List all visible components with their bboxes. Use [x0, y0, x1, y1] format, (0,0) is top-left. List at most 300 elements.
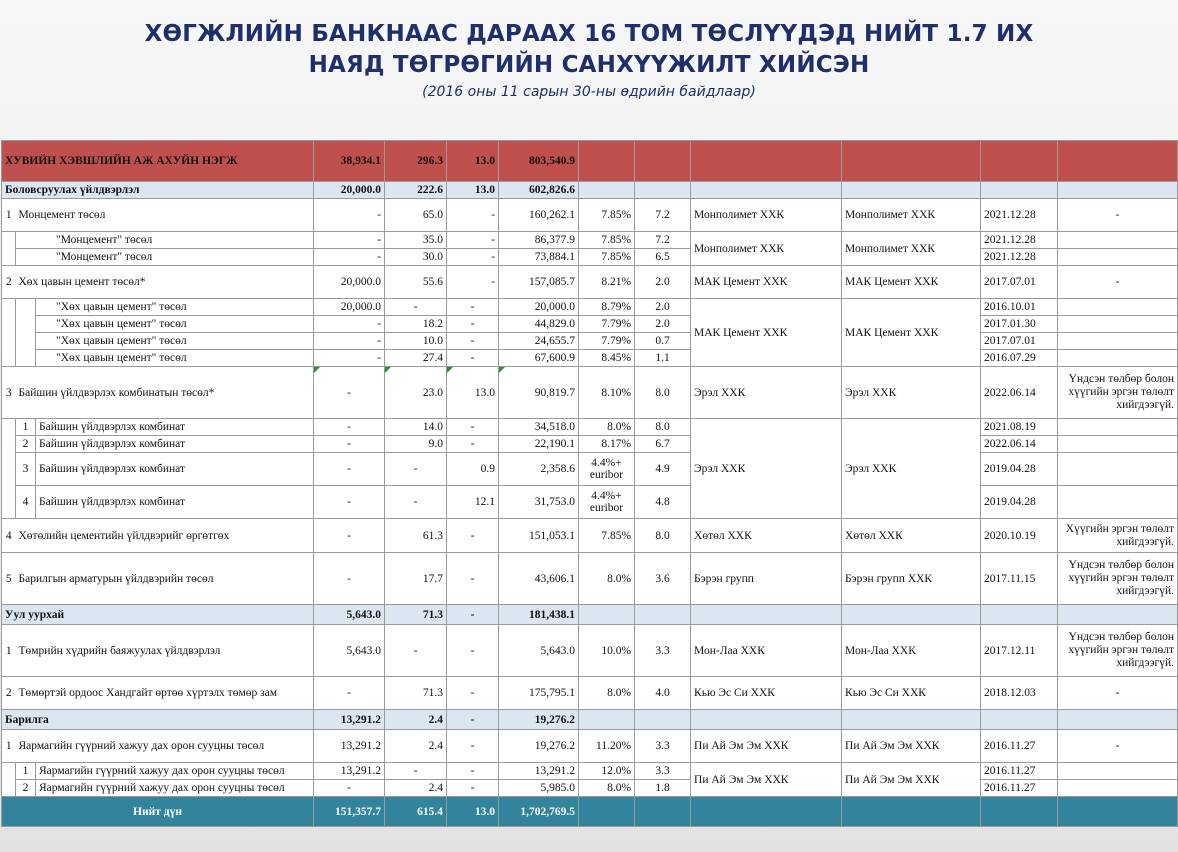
executor-cell: МАК Цемент ХХК — [842, 266, 981, 299]
cell: - — [447, 350, 499, 367]
note-cell: - — [1058, 266, 1178, 299]
cell — [579, 797, 635, 827]
date-cell: 2019.04.28 — [981, 486, 1058, 519]
table-row — [2, 316, 1178, 333]
cell — [1058, 141, 1178, 182]
row-number: 1 — [16, 763, 36, 780]
borrower-cell: Мон-Лаа ХХК — [691, 625, 842, 677]
row-number: 3 — [16, 453, 36, 486]
note-cell — [1058, 486, 1178, 519]
cell: - — [447, 625, 499, 677]
table-row — [2, 232, 1178, 249]
cell: 35.0 — [385, 232, 447, 249]
cell: - — [447, 677, 499, 710]
cell: 44,829.0 — [499, 316, 579, 333]
date-cell: 2019.04.28 — [981, 453, 1058, 486]
cell: 38,934.1 — [314, 141, 385, 182]
cell — [842, 710, 981, 730]
rate-cell: 11.20% — [579, 730, 635, 763]
cell — [691, 710, 842, 730]
table-row — [2, 553, 1178, 605]
cell: 71.3 — [385, 677, 447, 710]
cell: 175,795.1 — [499, 677, 579, 710]
note-cell — [1058, 333, 1178, 350]
cell: 27.4 — [385, 350, 447, 367]
executor-cell: Пи Ай Эм Эм ХХК — [842, 763, 981, 797]
table-row — [2, 333, 1178, 350]
cell — [981, 182, 1058, 199]
rate-cell: 8.0% — [579, 677, 635, 710]
cell: 90,819.7 — [499, 367, 579, 419]
cell — [579, 605, 635, 625]
header-row-label: ХУВИЙН ХЭВШЛИЙН АЖ АХУЙН НЭГЖ — [2, 141, 314, 182]
rate-cell: 7.85% — [579, 232, 635, 249]
cell: 67,600.9 — [499, 350, 579, 367]
term-cell: 8.0 — [635, 367, 691, 419]
cell: 43,606.1 — [499, 553, 579, 605]
cell: 2.4 — [385, 730, 447, 763]
cell: - — [447, 249, 499, 266]
date-cell: 2021.12.28 — [981, 249, 1058, 266]
cell: - — [385, 625, 447, 677]
sector-row — [2, 182, 1178, 199]
borrower-cell: Хөтөл ХХК — [691, 519, 842, 553]
cell: 181,438.1 — [499, 605, 579, 625]
cell — [16, 299, 36, 367]
project-name: Байшин үйлдвэрлэх комбинат — [36, 486, 314, 519]
project-name: Яармагийн гүүрний хажуу дах орон сууцны төсөл — [36, 763, 314, 780]
cell: - — [447, 436, 499, 453]
cell: - — [447, 553, 499, 605]
cell: - — [314, 519, 385, 553]
cell: 14.0 — [385, 419, 447, 436]
executor-cell: Кью Эс Си ХХК — [842, 677, 981, 710]
cell — [635, 797, 691, 827]
cell: - — [447, 710, 499, 730]
sector-label: Уул уурхай — [2, 605, 314, 625]
table-row — [2, 299, 1178, 316]
cell: - — [314, 419, 385, 436]
cell: - — [314, 316, 385, 333]
cell: 55.6 — [385, 266, 447, 299]
term-cell: 8.0 — [635, 419, 691, 436]
cell: - — [314, 780, 385, 797]
cell: 2.4 — [385, 710, 447, 730]
row-number: 2 — [16, 436, 36, 453]
cell — [691, 797, 842, 827]
date-cell: 2021.12.28 — [981, 199, 1058, 232]
term-cell: 4.0 — [635, 677, 691, 710]
note-cell — [1058, 763, 1178, 780]
borrower-cell: Эрэл ХХК — [691, 367, 842, 419]
date-cell: 2017.12.11 — [981, 625, 1058, 677]
term-cell: 7.2 — [635, 232, 691, 249]
borrower-cell: Пи Ай Эм Эм ХХК — [691, 730, 842, 763]
cell: - — [447, 232, 499, 249]
total-row — [2, 797, 1178, 827]
cell — [635, 141, 691, 182]
note-cell — [1058, 299, 1178, 316]
project-name: Төмөртэй ордоос Хандгайт өртөө хүртэлх төмөр зам — [16, 677, 314, 710]
cell — [579, 141, 635, 182]
term-cell: 4.9 — [635, 453, 691, 486]
cell: 13.0 — [447, 141, 499, 182]
rate-cell: 7.79% — [579, 316, 635, 333]
cell: 65.0 — [385, 199, 447, 232]
date-cell: 2020.10.19 — [981, 519, 1058, 553]
cell: - — [314, 249, 385, 266]
borrower-cell: Эрэл ХХК — [691, 419, 842, 519]
executor-cell: Монполимет ХХК — [842, 199, 981, 232]
table-row — [2, 486, 1178, 519]
project-name: Барилгын арматурын үйлдвэрийн төсөл — [16, 553, 314, 605]
cell: 0.9 — [447, 453, 499, 486]
cell: 18.2 — [385, 316, 447, 333]
cell: - — [314, 333, 385, 350]
term-cell: 3.6 — [635, 553, 691, 605]
cell: - — [314, 453, 385, 486]
row-number: 1 — [2, 199, 16, 232]
cell: 151,357.7 — [314, 797, 385, 827]
cell: - — [447, 266, 499, 299]
cell: - — [385, 763, 447, 780]
page-title-line-2: НАЯД ТӨГРӨГИЙН САНХҮҮЖИЛТ ХИЙСЭН — [308, 52, 870, 78]
cell — [981, 605, 1058, 625]
term-cell: 2.0 — [635, 266, 691, 299]
cell — [579, 710, 635, 730]
sector-label: Боловсруулах үйлдвэрлэл — [2, 182, 314, 199]
total-label: Нийт дүн — [2, 797, 314, 827]
note-cell — [1058, 780, 1178, 797]
table-header-row — [2, 141, 1178, 182]
sector-row — [2, 605, 1178, 625]
cell: 5,643.0 — [314, 605, 385, 625]
project-name: "Монцемент" төсөл — [16, 232, 314, 249]
rate-cell: 8.21% — [579, 266, 635, 299]
table-row — [2, 730, 1178, 763]
cell: - — [314, 232, 385, 249]
project-name: "Монцемент" төсөл — [16, 249, 314, 266]
table-row — [2, 625, 1178, 677]
cell: 20,000.0 — [499, 299, 579, 316]
cell: 1,702,769.5 — [499, 797, 579, 827]
cell: - — [447, 605, 499, 625]
title-block — [0, 0, 1178, 100]
cell: 13,291.2 — [499, 763, 579, 780]
cell — [635, 710, 691, 730]
table-row — [2, 763, 1178, 780]
executor-cell: Эрэл ХХК — [842, 419, 981, 519]
term-cell: 7.2 — [635, 199, 691, 232]
note-cell — [1058, 453, 1178, 486]
cell — [842, 141, 981, 182]
cell: 13,291.2 — [314, 710, 385, 730]
borrower-cell: Монполимет ХХК — [691, 232, 842, 266]
note-cell: - — [1058, 199, 1178, 232]
cell: 9.0 — [385, 436, 447, 453]
row-number: 1 — [16, 419, 36, 436]
term-cell: 1.8 — [635, 780, 691, 797]
rate-cell: 8.0% — [579, 780, 635, 797]
note-cell — [1058, 436, 1178, 453]
cell — [635, 605, 691, 625]
date-cell: 2016.11.27 — [981, 730, 1058, 763]
cell — [842, 797, 981, 827]
project-name: Яармагийн гүүрний хажуу дах орон сууцны төсөл — [36, 780, 314, 797]
cell: 151,053.1 — [499, 519, 579, 553]
note-cell: - — [1058, 730, 1178, 763]
rate-cell: 7.85% — [579, 519, 635, 553]
cell: - — [447, 419, 499, 436]
projects-table — [1, 140, 1178, 827]
table-row — [2, 266, 1178, 299]
table-row — [2, 453, 1178, 486]
project-name: Монцемент төсөл — [16, 199, 314, 232]
project-name: Хөх цавын цемент төсөл* — [16, 266, 314, 299]
cell — [981, 797, 1058, 827]
project-name: Яармагийн гүүрний хажуу дах орон сууцны төсөл — [16, 730, 314, 763]
cell: - — [447, 333, 499, 350]
cell: - — [447, 780, 499, 797]
term-cell: 3.3 — [635, 730, 691, 763]
table-row — [2, 367, 1178, 419]
cell: 19,276.2 — [499, 730, 579, 763]
cell — [842, 605, 981, 625]
term-cell: 1.1 — [635, 350, 691, 367]
cell: 10.0 — [385, 333, 447, 350]
page-subtitle: (2016 оны 11 сарын 30-ны өдрийн байдлаар) — [422, 84, 756, 100]
date-cell: 2021.08.19 — [981, 419, 1058, 436]
note-cell — [1058, 350, 1178, 367]
row-number: 1 — [2, 730, 16, 763]
cell — [842, 182, 981, 199]
cell — [579, 182, 635, 199]
table-row — [2, 519, 1178, 553]
cell: 73,884.1 — [499, 249, 579, 266]
cell: 61.3 — [385, 519, 447, 553]
executor-cell: Эрэл ХХК — [842, 367, 981, 419]
cell: - — [314, 677, 385, 710]
date-cell: 2018.12.03 — [981, 677, 1058, 710]
cell: 5,643.0 — [499, 625, 579, 677]
cell: 13,291.2 — [314, 763, 385, 780]
rate-cell: 8.45% — [579, 350, 635, 367]
project-name: "Хөх цавын цемент" төсөл — [36, 333, 314, 350]
cell: 13.0 — [447, 182, 499, 199]
rate-cell: 7.85% — [579, 199, 635, 232]
cell: 615.4 — [385, 797, 447, 827]
cell — [981, 141, 1058, 182]
cell: - — [314, 367, 385, 419]
date-cell: 2017.07.01 — [981, 266, 1058, 299]
note-cell — [1058, 249, 1178, 266]
cell: - — [447, 763, 499, 780]
cell: - — [447, 199, 499, 232]
term-cell: 0.7 — [635, 333, 691, 350]
cell: - — [314, 350, 385, 367]
rate-cell: 7.85% — [579, 249, 635, 266]
note-cell — [1058, 232, 1178, 249]
rate-cell: 8.0% — [579, 419, 635, 436]
date-cell: 2016.07.29 — [981, 350, 1058, 367]
cell: - — [385, 453, 447, 486]
cell: - — [385, 486, 447, 519]
cell: - — [385, 299, 447, 316]
row-number: 2 — [2, 266, 16, 299]
rate-cell: 8.79% — [579, 299, 635, 316]
cell: 86,377.9 — [499, 232, 579, 249]
cell: 13,291.2 — [314, 730, 385, 763]
row-number: 4 — [16, 486, 36, 519]
term-cell: 6.7 — [635, 436, 691, 453]
executor-cell: Бэрэн групп ХХК — [842, 553, 981, 605]
cell: 222.6 — [385, 182, 447, 199]
table-row — [2, 677, 1178, 710]
project-name: Төмрийн хүдрийн баяжуулах үйлдвэрлэл — [16, 625, 314, 677]
cell: 71.3 — [385, 605, 447, 625]
cell — [1058, 605, 1178, 625]
rate-cell: 8.10% — [579, 367, 635, 419]
cell: - — [314, 553, 385, 605]
cell — [1058, 797, 1178, 827]
row-number: 2 — [2, 677, 16, 710]
date-cell: 2016.11.27 — [981, 763, 1058, 780]
rate-cell: 8.17% — [579, 436, 635, 453]
cell: - — [447, 519, 499, 553]
note-cell: Хүүгийн эргэн төлөлт хийгдээгүй. — [1058, 519, 1178, 553]
note-cell: Үндсэн төлбөр болон хүүгийн эргэн төлөлт хийгдээгүй. — [1058, 367, 1178, 419]
table-row — [2, 436, 1178, 453]
cell: 296.3 — [385, 141, 447, 182]
row-number: 2 — [16, 780, 36, 797]
cell — [2, 763, 16, 797]
cell — [691, 182, 842, 199]
date-cell: 2016.11.27 — [981, 780, 1058, 797]
cell: 30.0 — [385, 249, 447, 266]
table-row — [2, 350, 1178, 367]
borrower-cell: Пи Ай Эм Эм ХХК — [691, 763, 842, 797]
project-name: "Хөх цавын цемент" төсөл — [36, 350, 314, 367]
cell: - — [447, 730, 499, 763]
cell: 17.7 — [385, 553, 447, 605]
executor-cell: Монполимет ХХК — [842, 232, 981, 266]
table-row — [2, 419, 1178, 436]
borrower-cell: Монполимет ХХК — [691, 199, 842, 232]
cell — [1058, 710, 1178, 730]
cell: 34,518.0 — [499, 419, 579, 436]
executor-cell: МАК Цемент ХХК — [842, 299, 981, 367]
cell — [2, 232, 16, 266]
cell: 20,000.0 — [314, 266, 385, 299]
term-cell: 2.0 — [635, 316, 691, 333]
term-cell: 3.3 — [635, 625, 691, 677]
cell: 5,643.0 — [314, 625, 385, 677]
cell: - — [314, 199, 385, 232]
cell: 13.0 — [447, 797, 499, 827]
project-name: Хөтөлийн цементийн үйлдвэрийг өргөтгөх — [16, 519, 314, 553]
cell: 803,540.9 — [499, 141, 579, 182]
cell: 24,655.7 — [499, 333, 579, 350]
row-number: 4 — [2, 519, 16, 553]
rate-cell: 4.4%+ euribor — [579, 453, 635, 486]
cell: 160,262.1 — [499, 199, 579, 232]
cell: 31,753.0 — [499, 486, 579, 519]
borrower-cell: Кью Эс Си ХХК — [691, 677, 842, 710]
sector-label: Барилга — [2, 710, 314, 730]
cell — [2, 299, 16, 367]
cell: 13.0 — [447, 367, 499, 419]
cell: 22,190.1 — [499, 436, 579, 453]
note-cell — [1058, 316, 1178, 333]
row-number: 1 — [2, 625, 16, 677]
table-row — [2, 199, 1178, 232]
date-cell: 2022.06.14 — [981, 367, 1058, 419]
cell — [691, 141, 842, 182]
date-cell: 2016.10.01 — [981, 299, 1058, 316]
cell — [635, 182, 691, 199]
rate-cell: 4.4%+ euribor — [579, 486, 635, 519]
date-cell: 2022.06.14 — [981, 436, 1058, 453]
project-name: "Хөх цавын цемент" төсөл — [36, 299, 314, 316]
note-cell — [1058, 419, 1178, 436]
date-cell: 2017.07.01 — [981, 333, 1058, 350]
cell — [1058, 182, 1178, 199]
note-cell: Үндсэн төлбөр болон хүүгийн эргэн төлөлт хийгдээгүй. — [1058, 553, 1178, 605]
project-name: Байшин үйлдвэрлэх комбинатын төсөл* — [16, 367, 314, 419]
date-cell: 2021.12.28 — [981, 232, 1058, 249]
term-cell: 3.3 — [635, 763, 691, 780]
rate-cell: 8.0% — [579, 553, 635, 605]
executor-cell: Пи Ай Эм Эм ХХК — [842, 730, 981, 763]
rate-cell: 12.0% — [579, 763, 635, 780]
table-row — [2, 780, 1178, 797]
cell: 12.1 — [447, 486, 499, 519]
cell: - — [314, 436, 385, 453]
cell: - — [447, 316, 499, 333]
page-title-line-1: ХӨГЖЛИЙН БАНКНААС ДАРААХ 16 ТОМ ТӨСЛҮҮДЭД НИЙТ 1.7 ИХ — [144, 21, 1034, 47]
cell — [691, 605, 842, 625]
term-cell: 2.0 — [635, 299, 691, 316]
term-cell: 6.5 — [635, 249, 691, 266]
project-name: Байшин үйлдвэрлэх комбинат — [36, 453, 314, 486]
project-name: Байшин үйлдвэрлэх комбинат — [36, 436, 314, 453]
executor-cell: Хөтөл ХХК — [842, 519, 981, 553]
cell: 602,826.6 — [499, 182, 579, 199]
date-cell: 2017.01.30 — [981, 316, 1058, 333]
term-cell: 8.0 — [635, 519, 691, 553]
row-number: 5 — [2, 553, 16, 605]
cell — [981, 710, 1058, 730]
cell: 2,358.6 — [499, 453, 579, 486]
cell: 20,000.0 — [314, 299, 385, 316]
rate-cell: 10.0% — [579, 625, 635, 677]
table-row — [2, 249, 1178, 266]
cell: 19,276.2 — [499, 710, 579, 730]
cell: 157,085.7 — [499, 266, 579, 299]
project-name: "Хөх цавын цемент" төсөл — [36, 316, 314, 333]
sector-row — [2, 710, 1178, 730]
cell: 5,985.0 — [499, 780, 579, 797]
cell: - — [314, 486, 385, 519]
cell: - — [447, 299, 499, 316]
executor-cell: Мон-Лаа ХХК — [842, 625, 981, 677]
cell — [2, 419, 16, 519]
borrower-cell: МАК Цемент ХХК — [691, 266, 842, 299]
project-name: Байшин үйлдвэрлэх комбинат — [36, 419, 314, 436]
cell: 2.4 — [385, 780, 447, 797]
borrower-cell: МАК Цемент ХХК — [691, 299, 842, 367]
row-number: 3 — [2, 367, 16, 419]
